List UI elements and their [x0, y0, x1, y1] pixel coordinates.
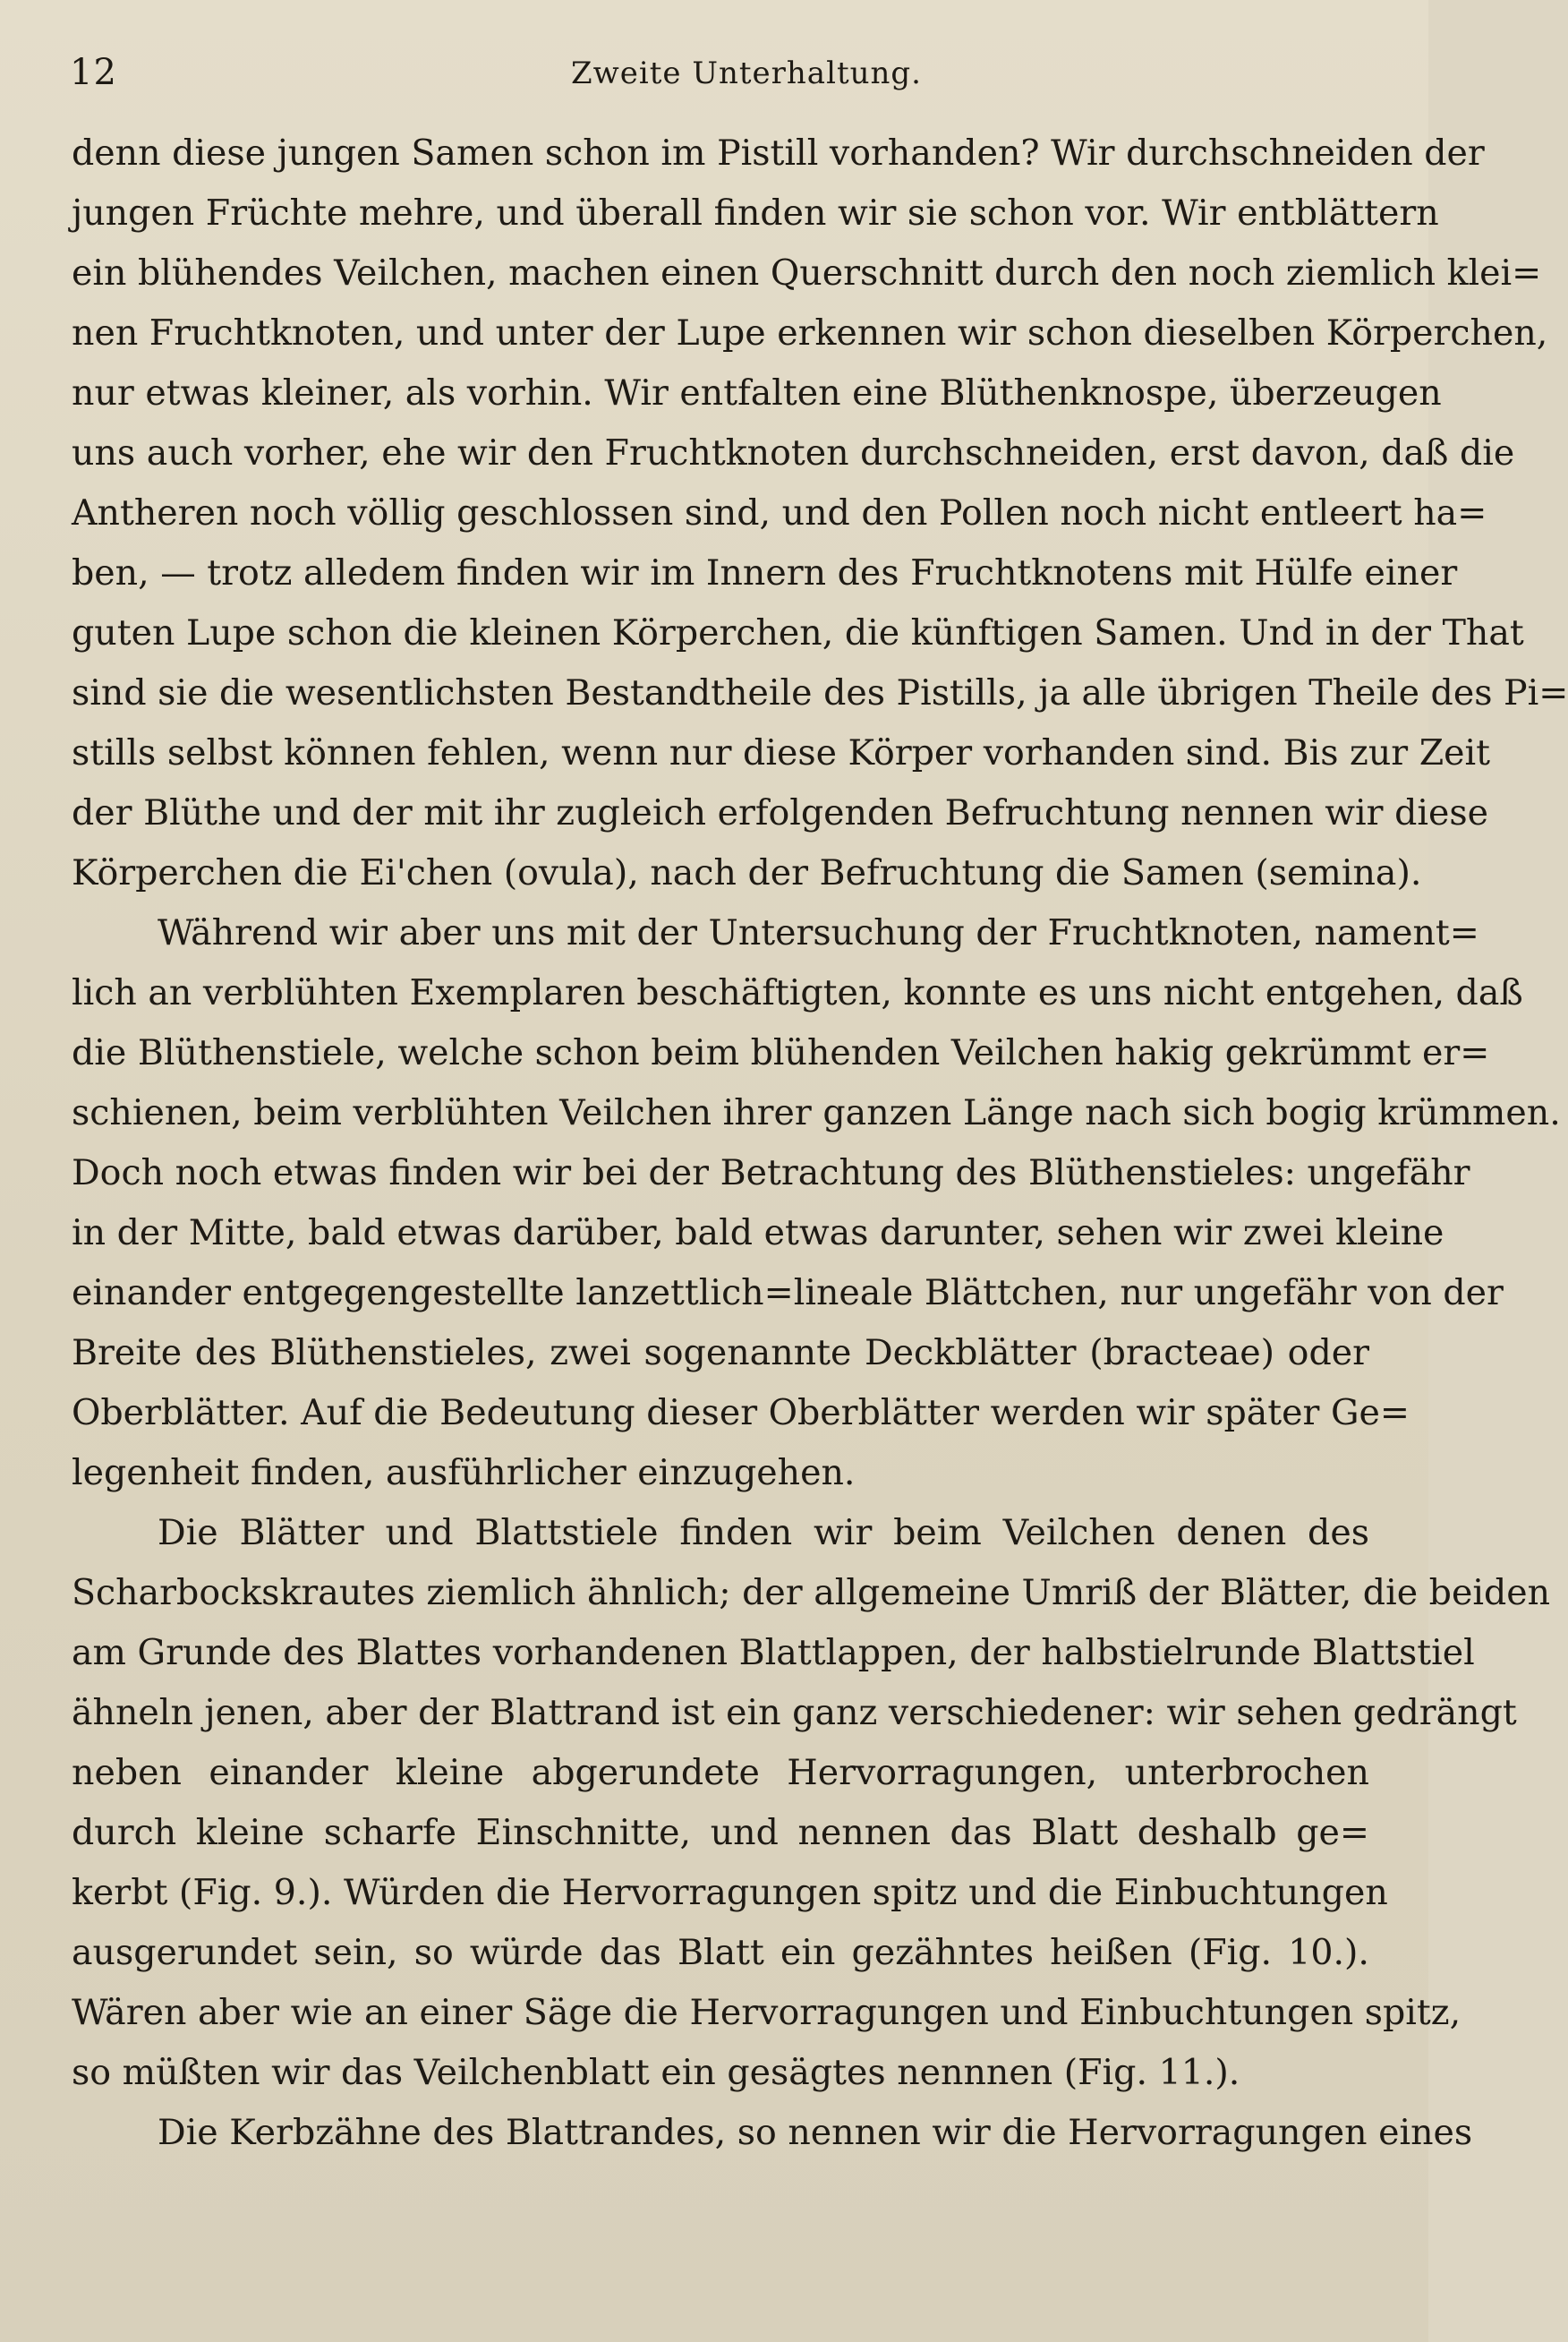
text-line: guten Lupe schon die kleinen Körperchen, die künftigen Samen. Und in der That	[72, 612, 1524, 654]
page-number: 12	[70, 52, 117, 93]
text-line: Antheren noch völlig geschlossen sind, und den Pollen noch nicht entleert ha=	[72, 492, 1487, 534]
paragraph	[72, 903, 1561, 1503]
text-line: Die Blätter und Blattstiele finden wir beim Veilchen denen des	[158, 1512, 1369, 1553]
paragraph	[72, 1503, 1551, 2103]
text-line: in der Mitte, bald etwas darüber, bald etwas darunter, sehen wir zwei kleine	[72, 1212, 1444, 1253]
text-line: ein blühendes Veilchen, machen einen Querschnitt durch den noch ziemlich klei=	[72, 252, 1542, 294]
page-header	[70, 52, 1357, 106]
running-head: Zweite Unterhaltung.	[571, 56, 922, 91]
text-line: so müßten wir das Veilchenblatt ein gesägtes nennnen (Fig. 11.).	[72, 2052, 1240, 2093]
text-line: neben einander kleine abgerundete Hervorragungen, unterbrochen	[72, 1752, 1369, 1793]
paragraph	[72, 2103, 1473, 2163]
text-line: sind sie die wesentlichsten Bestandtheile des Pistills, ja alle übrigen Theile des Pi=	[72, 672, 1568, 714]
text-line: am Grunde des Blattes vorhandenen Blattlappen, der halbstielrunde Blattstiel	[72, 1632, 1475, 1673]
text-line: Körperchen die Ei'chen (ovula), nach der Befruchtung die Samen (semina).	[72, 852, 1422, 893]
text-line: kerbt (Fig. 9.). Würden die Hervorragungen spitz und die Einbuchtungen	[72, 1872, 1388, 1913]
text-line: stills selbst können fehlen, wenn nur diese Körper vorhanden sind. Bis zur Zeit	[72, 732, 1491, 774]
paragraph	[72, 124, 1568, 903]
text-line: jungen Früchte mehre, und überall finden wir sie schon vor. Wir entblättern	[72, 192, 1439, 234]
text-line: Breite des Blüthenstieles, zwei sogenannte Deckblätter (bracteae) oder	[72, 1332, 1369, 1373]
text-line: Während wir aber uns mit der Untersuchung der Fruchtknoten, nament=	[158, 912, 1479, 953]
text-line: legenheit finden, ausführlicher einzugehen.	[72, 1452, 856, 1493]
text-line: Scharbockskrautes ziemlich ähnlich; der allgemeine Umriß der Blätter, die beiden	[72, 1572, 1551, 1613]
text-line: ausgerundet sein, so würde das Blatt ein gezähntes heißen (Fig. 10.).	[72, 1932, 1369, 1973]
text-line: lich an verblühten Exemplaren beschäftigten, konnte es uns nicht entgehen, daß	[72, 972, 1523, 1013]
text-line: die Blüthenstiele, welche schon beim blühenden Veilchen hakig gekrümmt er=	[72, 1032, 1490, 1073]
text-line: schienen, beim verblühten Veilchen ihrer ganzen Länge nach sich bogig krümmen.	[72, 1092, 1561, 1133]
text-line: Doch noch etwas finden wir bei der Betrachtung des Blüthenstieles: ungefähr	[72, 1152, 1470, 1193]
text-line: durch kleine scharfe Einschnitte, und nennen das Blatt deshalb ge=	[72, 1812, 1369, 1853]
text-line: Die Kerbzähne des Blattrandes, so nennen wir die Hervorragungen eines	[158, 2112, 1473, 2153]
text-line: denn diese jungen Samen schon im Pistill vorhanden? Wir durchschneiden der	[72, 132, 1485, 174]
text-line: nur etwas kleiner, als vorhin. Wir entfalten eine Blüthenknospe, überzeugen	[72, 372, 1442, 414]
text-line: ähneln jenen, aber der Blattrand ist ein ganz verschiedener: wir sehen gedrängt	[72, 1692, 1517, 1733]
text-line: ben, — trotz alledem finden wir im Innern des Fruchtknotens mit Hülfe einer	[72, 552, 1458, 594]
body-text	[72, 124, 1568, 2163]
text-line: Wären aber wie an einer Säge die Hervorragungen und Einbuchtungen spitz,	[72, 1992, 1461, 2033]
text-line: der Blüthe und der mit ihr zugleich erfolgenden Befruchtung nennen wir diese	[72, 792, 1489, 833]
text-line: Oberblätter. Auf die Bedeutung dieser Oberblätter werden wir später Ge=	[72, 1392, 1410, 1433]
text-line: nen Fruchtknoten, und unter der Lupe erkennen wir schon dieselben Körperchen,	[72, 312, 1548, 354]
text-line: uns auch vorher, ehe wir den Fruchtknoten durchschneiden, erst davon, daß die	[72, 432, 1515, 474]
text-line: einander entgegengestellte lanzettlich=lineale Blättchen, nur ungefähr von der	[72, 1272, 1504, 1313]
